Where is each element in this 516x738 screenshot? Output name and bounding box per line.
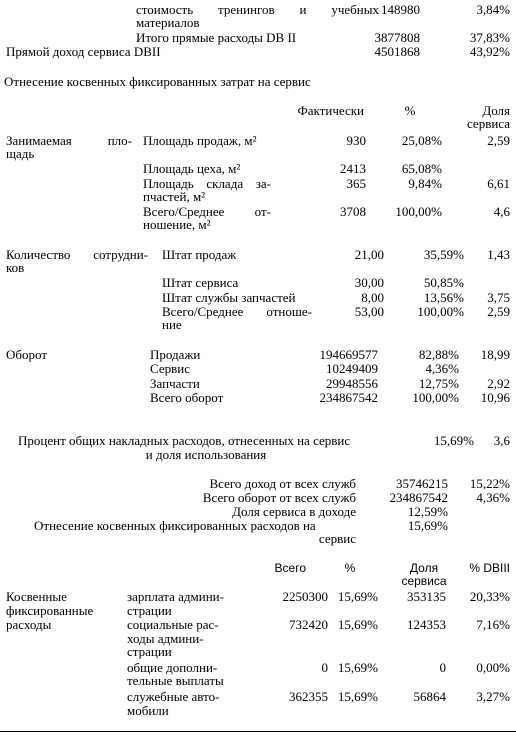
row-pct: 15,69% <box>337 689 378 704</box>
row-label: зарплата админи- <box>127 589 224 604</box>
row-label: стоимость тренингов и учебных <box>136 2 379 17</box>
row-label: ношение, м² <box>143 217 211 232</box>
row-label: пчастей, м² <box>143 189 206 204</box>
row-label: Запчасти <box>150 376 200 391</box>
row-label: ние <box>162 317 182 332</box>
header-pct: % <box>404 103 416 118</box>
row-label: тельные выплаты <box>127 673 224 688</box>
overhead-label: Процент общих накладных расходов, отнесенных на сервис <box>18 433 351 448</box>
row-label: Площадь продаж, м² <box>143 133 257 148</box>
header-pct: % <box>344 561 356 575</box>
summary-label: Всего доход от всех служб <box>209 476 356 491</box>
overhead-value: 3,6 <box>493 433 510 448</box>
row-dbii: 20,33% <box>469 589 510 604</box>
summary-pct: 4,36% <box>476 490 510 505</box>
row-label: Штат службы запчастей <box>162 290 296 305</box>
row-pct: 3,84% <box>476 2 510 17</box>
overhead-pct: 15,69% <box>433 433 474 448</box>
category-label: Количество сотрудни- <box>6 247 148 262</box>
row-total: 362355 <box>289 689 328 704</box>
row-share: 2,59 <box>487 304 510 319</box>
row-label: Всего оборот <box>150 390 224 405</box>
row-pct: 82,88% <box>418 347 459 362</box>
row-share: 2,92 <box>487 376 510 391</box>
row-dbii: 3,27% <box>476 689 510 704</box>
row-share: 56864 <box>413 689 446 704</box>
row-label: Всего/Среднее от- <box>143 204 271 219</box>
row-dbii: 0,00% <box>476 660 510 675</box>
row-total: 2250300 <box>282 589 328 604</box>
row-label: социальные рас- <box>127 617 219 632</box>
row-share: 6,61 <box>487 176 510 191</box>
allocation-label: сервис <box>318 531 356 546</box>
row-label: Прямой доход сервиса DBII <box>6 44 161 59</box>
row-label: служебные авто- <box>127 689 220 704</box>
row-pct: 50,85% <box>423 275 464 290</box>
category-label: Оборот <box>6 347 48 362</box>
header-share: сервиса <box>401 574 447 588</box>
row-pct: 37,83% <box>469 30 510 45</box>
row-total: 732420 <box>289 617 328 632</box>
row-label: ходы админи- <box>127 631 204 646</box>
row-share: 10,96 <box>480 390 510 405</box>
row-pct: 35,59% <box>423 247 464 262</box>
row-value: 930 <box>346 133 366 148</box>
summary-value: 234867542 <box>389 490 448 505</box>
allocation-value: 15,69% <box>407 518 448 533</box>
row-label: страции <box>127 603 172 618</box>
row-pct: 15,69% <box>337 589 378 604</box>
header-total: Всего <box>274 561 306 575</box>
row-share: 2,59 <box>487 133 510 148</box>
header-share: Доля <box>409 561 439 575</box>
row-label: Штат продаж <box>162 247 237 262</box>
section-title: Отнесение косвенных фиксированных затрат на сервис <box>4 74 311 89</box>
category-label: щадь <box>6 146 35 161</box>
row-value: 4501868 <box>374 44 420 59</box>
header-share: сервиса <box>467 116 510 131</box>
row-value: 10249409 <box>326 361 378 376</box>
row-total: 0 <box>321 660 328 675</box>
summary-label: Всего оборот от всех служб <box>202 490 356 505</box>
row-label: Итого прямые расходы DB II <box>136 30 297 45</box>
row-value: 2413 <box>340 161 366 176</box>
row-pct: 100,00% <box>395 204 442 219</box>
row-label: мобили <box>127 703 169 718</box>
row-label: Площадь цеха, м² <box>143 161 241 176</box>
row-label: Площадь склада за- <box>143 176 271 191</box>
row-share: 3,75 <box>487 290 510 305</box>
row-label: Штат сервиса <box>162 275 239 290</box>
row-value: 8,00 <box>361 290 384 305</box>
row-label: Сервис <box>150 361 190 376</box>
row-pct: 100,00% <box>412 390 459 405</box>
row-share: 4,6 <box>493 204 510 219</box>
row-share: 18,99 <box>480 347 510 362</box>
row-label: страции <box>127 644 172 659</box>
row-pct: 15,69% <box>337 660 378 675</box>
summary-pct: 15,22% <box>469 476 510 491</box>
row-share: 1,43 <box>487 247 510 262</box>
row-value: 30,00 <box>354 275 384 290</box>
row-value: 21,00 <box>354 247 384 262</box>
category-label: расходы <box>6 617 52 632</box>
row-value: 3877808 <box>374 30 420 45</box>
row-pct: 65,08% <box>401 161 442 176</box>
summary-value: 35746215 <box>396 476 448 491</box>
row-pct: 4,36% <box>425 361 459 376</box>
row-value: 365 <box>346 176 366 191</box>
row-pct: 25,08% <box>401 133 442 148</box>
category-label: фиксированные <box>6 603 94 618</box>
row-value: 234867542 <box>319 390 378 405</box>
row-share: 124353 <box>407 617 446 632</box>
row-share: 353135 <box>407 589 446 604</box>
row-value: 194669577 <box>319 347 378 362</box>
row-pct: 43,92% <box>469 44 510 59</box>
row-pct: 13,56% <box>423 290 464 305</box>
summary-value: 12,59% <box>407 504 448 519</box>
header-actual: Фактически <box>297 103 364 118</box>
row-value: 148980 <box>381 2 420 17</box>
row-pct: 12,75% <box>418 376 459 391</box>
header-share: Доля <box>482 103 510 118</box>
category-label: ков <box>6 260 25 275</box>
row-pct: 100,00% <box>417 304 464 319</box>
row-pct: 9,84% <box>408 176 442 191</box>
row-label: Всего/Среднее отноше- <box>162 304 312 319</box>
row-label: Продажи <box>150 347 201 362</box>
row-dbii: 7,16% <box>476 617 510 632</box>
row-label: общие дополни- <box>127 660 218 675</box>
overhead-label: и доля использования <box>145 447 267 462</box>
category-label: Косвенные <box>6 589 67 604</box>
header-dbii: % DBIII <box>469 561 510 575</box>
row-value: 53,00 <box>354 304 384 319</box>
row-value: 3708 <box>340 204 366 219</box>
row-pct: 15,69% <box>337 617 378 632</box>
allocation-label: Отнесение косвенных фиксированных расходов на <box>34 518 316 533</box>
row-share: 0 <box>439 660 446 675</box>
row-value: 29948556 <box>326 376 378 391</box>
row-label: материалов <box>136 15 200 30</box>
bottom-divider <box>0 731 516 732</box>
summary-label: Доля сервиса в доходе <box>232 504 356 519</box>
category-label: Занимаемая пло- <box>6 133 132 148</box>
